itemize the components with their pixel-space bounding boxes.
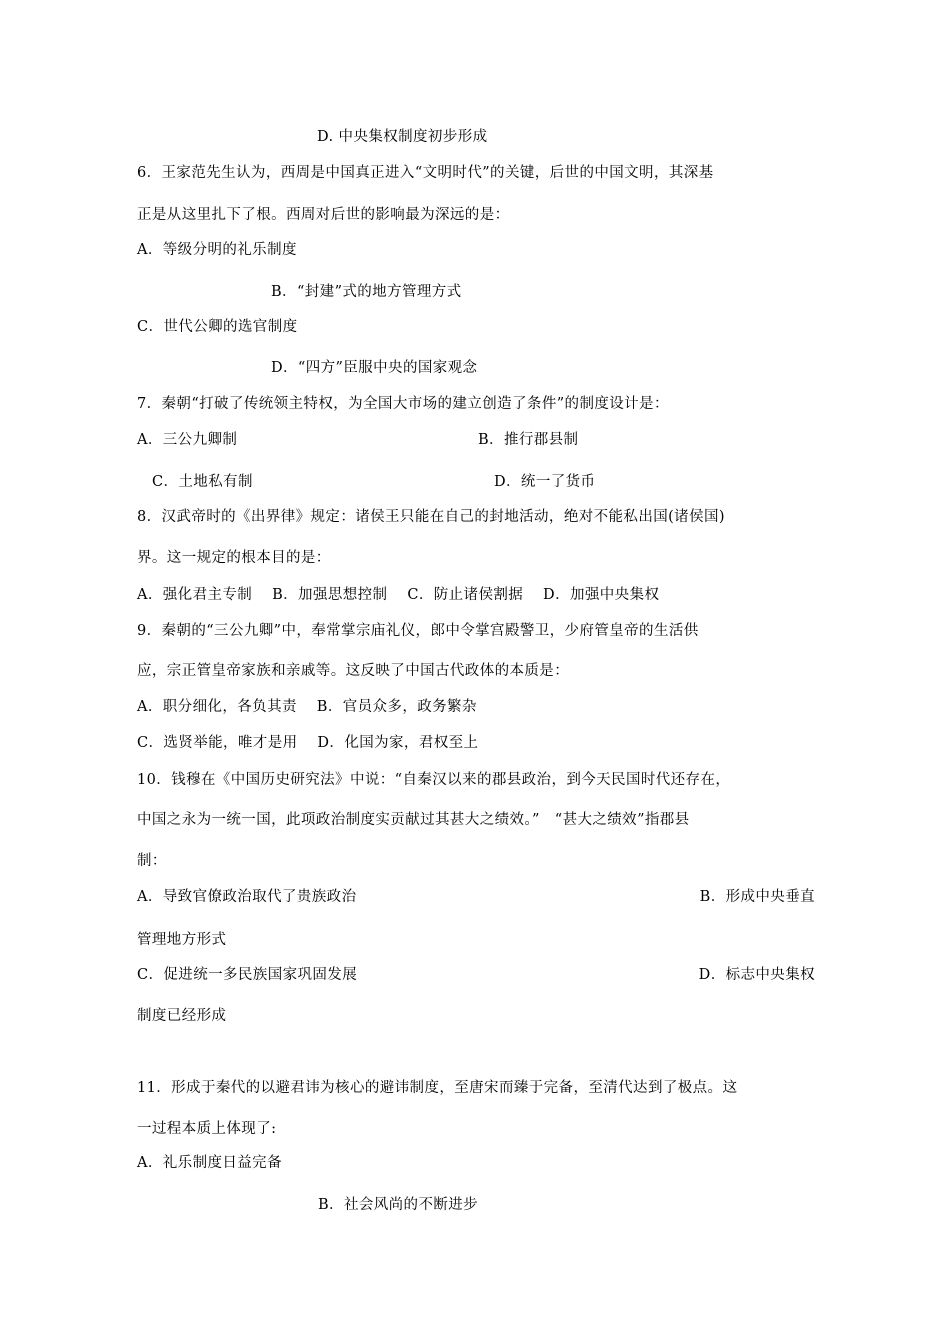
q10-option-c: C．促进统一多民族国家巩固发展	[137, 967, 358, 983]
q7-option-d: D．统一了货币	[494, 474, 596, 490]
q11-stem-line1: 11．形成于秦代的以避君讳为核心的避讳制度，至唐宋而臻于完备，至清代达到了极点。这	[137, 1080, 738, 1096]
q6-option-c: C．世代公卿的选官制度	[137, 319, 298, 335]
q8-options: A．强化君主专制 B．加强思想控制 C．防止诸侯割据 D．加强中央集权	[137, 587, 660, 603]
q7-option-a: A．三公九卿制	[137, 432, 238, 448]
q10-option-b: B．形成中央垂直	[699, 889, 815, 905]
q11-option-b: B．社会风尚的不断进步	[318, 1197, 479, 1213]
q7-option-c: C．土地私有制	[152, 474, 253, 490]
q6-option-a: A．等级分明的礼乐制度	[137, 242, 297, 258]
q5-option-d: D. 中央集权制度初步形成	[317, 129, 488, 145]
q10-option-b-continued: 管理地方形式	[137, 932, 227, 948]
q11-option-a: A．礼乐制度日益完备	[137, 1155, 282, 1171]
q10-option-a: A．导致官僚政治取代了贵族政治	[137, 889, 357, 905]
q9-stem-line2: 应，宗正管皇帝家族和亲戚等。这反映了中国古代政体的本质是：	[137, 663, 570, 679]
q10-stem-line2: 中国之永为一统一国，此项政治制度实贡献过其甚大之绩效。” “甚大之绩效”指郡县	[137, 812, 690, 828]
q6-option-d: D．“四方”臣服中央的国家观念	[271, 360, 478, 376]
q10-stem-line3: 制：	[137, 853, 167, 869]
q8-stem-line1: 8．汉武帝时的《出界律》规定：诸侯王只能在自己的封地活动，绝对不能私出国(诸侯国)	[137, 509, 725, 525]
q10-option-d-continued: 制度已经形成	[137, 1008, 227, 1024]
q6-stem-line1: 6．王家范先生认为，西周是中国真正进入“文明时代”的关键，后世的中国文明，其深基	[137, 165, 714, 181]
q7-option-b: B．推行郡县制	[478, 432, 579, 448]
q7-stem: 7．秦朝“打破了传统领主特权，为全国大市场的建立创造了条件”的制度设计是：	[137, 396, 669, 412]
q6-stem-line2: 正是从这里扎下了根。西周对后世的影响最为深远的是：	[137, 207, 510, 223]
q8-stem-line2: 界。这一规定的根本目的是：	[137, 550, 331, 566]
q10-stem-line1: 10．钱穆在《中国历史研究法》中说：“自秦汉以来的郡县政治，到今天民国时代还存在，	[137, 772, 731, 788]
q11-stem-line2: 一过程本质上体现了:	[137, 1121, 277, 1137]
q9-options-ab: A．职分细化，各负其责 B．官员众多，政务繁杂	[137, 699, 477, 715]
q6-option-b: B．“封建”式的地方管理方式	[271, 284, 462, 300]
q9-options-cd: C．选贤举能，唯才是用 D．化国为家，君权至上	[137, 735, 479, 751]
q9-stem-line1: 9．秦朝的“三公九卿”中，奉常掌宗庙礼仪，郎中令掌宫殿警卫，少府管皇帝的生活供	[137, 623, 699, 639]
q10-option-d: D．标志中央集权	[698, 967, 815, 983]
